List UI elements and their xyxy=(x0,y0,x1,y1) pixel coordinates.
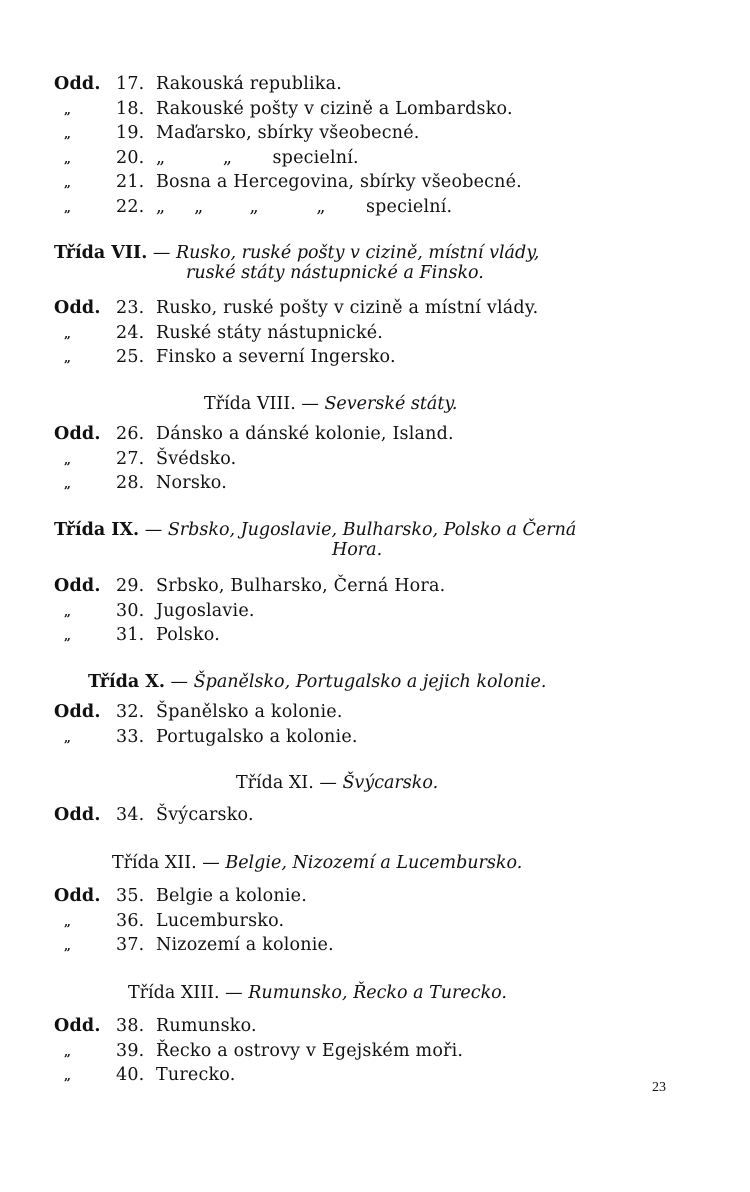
entry-text: Rusko, ruské pošty v cizině a místní vlády. xyxy=(156,298,539,318)
entry-text: Finsko a severní Ingersko. xyxy=(156,347,396,367)
entry-number: 36. xyxy=(116,910,145,931)
entry-number: 30. xyxy=(116,600,145,621)
entry-row xyxy=(54,123,694,148)
entry-number: 19. xyxy=(116,123,145,143)
entry-lead: „ xyxy=(64,914,72,929)
class-title: Španělsko, Portugalsko a jejich kolonie. xyxy=(193,672,547,692)
entry-row xyxy=(54,298,694,323)
entry-lead: „ xyxy=(64,604,72,619)
entry-row xyxy=(54,935,694,960)
entry-number: 25. xyxy=(116,347,145,367)
entry-row xyxy=(54,347,694,372)
entry-row xyxy=(54,576,694,601)
entry-text: Dánsko a dánské kolonie, Island. xyxy=(156,424,454,444)
class-heading-xii xyxy=(112,853,522,873)
entries-26-28 xyxy=(54,424,694,498)
entry-row xyxy=(54,449,694,474)
entries-34 xyxy=(54,805,694,830)
entry-lead: Odd. xyxy=(54,74,101,94)
entry-number: 23. xyxy=(116,298,145,318)
entry-lead: Odd. xyxy=(54,1016,101,1036)
class-heading-vii xyxy=(54,243,694,283)
entry-row xyxy=(54,148,694,173)
entry-number: 26. xyxy=(116,424,145,444)
entry-number: 31. xyxy=(116,625,145,645)
entry-number: 33. xyxy=(116,726,145,747)
page-number: 23 xyxy=(652,1080,666,1095)
entry-row xyxy=(54,886,694,911)
entry-row xyxy=(54,702,694,727)
class-label: Třída X. xyxy=(88,672,165,692)
entry-lead: Odd. xyxy=(54,424,101,444)
entry-number: 22. xyxy=(116,196,145,217)
entry-row xyxy=(54,601,694,626)
entry-text: Jugoslavie. xyxy=(156,600,255,621)
entry-row xyxy=(54,172,694,197)
class-dash: — xyxy=(170,672,189,692)
entry-text: „ „ „ „ specielní. xyxy=(156,196,453,217)
entry-number: 24. xyxy=(116,322,145,343)
entry-text: „ „ specielní. xyxy=(156,147,359,168)
entry-text: Portugalsko a kolonie. xyxy=(156,726,358,747)
entry-text: Maďarsko, sbírky všeobecné. xyxy=(156,123,420,143)
entry-number: 17. xyxy=(116,74,145,94)
entry-number: 18. xyxy=(116,98,145,119)
entry-lead: „ xyxy=(64,176,72,190)
entry-row xyxy=(54,1016,694,1041)
class-heading-xi xyxy=(236,773,438,793)
entry-lead: Odd. xyxy=(54,702,101,722)
entry-lead: „ xyxy=(64,1069,72,1083)
entry-text: Ruské státy nástupnické. xyxy=(156,322,384,343)
class-title: Severské státy. xyxy=(324,394,458,414)
class-heading-ix xyxy=(54,520,694,560)
entry-lead: „ xyxy=(64,151,72,166)
entry-lead: „ xyxy=(64,127,72,141)
entry-text: Belgie a kolonie. xyxy=(156,886,307,906)
entries-29-31 xyxy=(54,576,694,650)
class-title-continued: Hora. xyxy=(332,540,383,560)
class-title-continued: ruské státy nástupnické a Finsko. xyxy=(186,263,484,283)
class-heading-x xyxy=(88,672,546,692)
entry-lead: Odd. xyxy=(54,298,101,318)
entry-number: 20. xyxy=(116,147,145,168)
entry-row xyxy=(54,99,694,124)
entry-text: Turecko. xyxy=(156,1065,236,1085)
entry-text: Polsko. xyxy=(156,625,220,645)
entry-lead: „ xyxy=(64,939,72,953)
entry-lead: „ xyxy=(64,1044,72,1059)
entry-text: Španělsko a kolonie. xyxy=(156,702,343,722)
class-dash: — xyxy=(144,520,163,540)
entry-lead: „ xyxy=(64,730,72,745)
class-label: Třída XI. xyxy=(236,773,314,793)
entry-number: 21. xyxy=(116,172,145,192)
class-dash: — xyxy=(225,983,243,1003)
class-dash: — xyxy=(301,394,319,414)
class-title: Rumunsko, Řecko a Turecko. xyxy=(248,983,507,1003)
class-dash: — xyxy=(152,243,171,263)
entry-row xyxy=(54,911,694,936)
entry-number: 32. xyxy=(116,702,145,722)
entry-number: 27. xyxy=(116,448,145,469)
class-heading-viii xyxy=(204,394,458,414)
entry-number: 40. xyxy=(116,1065,145,1085)
entry-lead: „ xyxy=(64,351,72,365)
entry-row xyxy=(54,197,694,222)
entry-text: Lucembursko. xyxy=(156,910,285,931)
class-heading-xiii xyxy=(128,983,507,1003)
entry-row xyxy=(54,805,694,830)
entry-row xyxy=(54,727,694,752)
entries-32-33 xyxy=(54,702,694,751)
entry-number: 39. xyxy=(116,1040,145,1061)
class-label: Třída IX. xyxy=(54,520,140,540)
entry-lead: Odd. xyxy=(54,576,101,596)
entry-row xyxy=(54,323,694,348)
entry-text: Srbsko, Bulharsko, Černá Hora. xyxy=(156,576,446,596)
entry-row xyxy=(54,1041,694,1066)
entry-number: 35. xyxy=(116,886,145,906)
entries-17-22 xyxy=(54,74,694,221)
entry-row xyxy=(54,625,694,650)
entries-38-40 xyxy=(54,1016,694,1090)
class-title: Srbsko, Jugoslavie, Bulharsko, Polsko a Černá xyxy=(167,520,577,540)
entry-row xyxy=(54,1065,694,1090)
entry-text: Rakouská republika. xyxy=(156,74,342,94)
entry-text: Švýcarsko. xyxy=(156,805,254,825)
entry-text: Norsko. xyxy=(156,473,227,493)
entry-text: Rumunsko. xyxy=(156,1016,257,1036)
entry-lead: „ xyxy=(64,326,72,341)
entry-row xyxy=(54,74,694,99)
entries-23-25 xyxy=(54,298,694,372)
entry-lead: „ xyxy=(64,102,72,117)
entry-number: 38. xyxy=(116,1016,145,1036)
entry-lead: Odd. xyxy=(54,805,101,825)
class-label: Třída XII. xyxy=(112,853,197,873)
entry-text: Švédsko. xyxy=(156,448,237,469)
entry-text: Nizozemí a kolonie. xyxy=(156,935,334,955)
class-dash: — xyxy=(202,853,220,873)
class-title: Belgie, Nizozemí a Lucembursko. xyxy=(225,853,523,873)
class-title: Rusko, ruské pošty v cizině, místní vlády, xyxy=(175,243,540,263)
class-label: Třída XIII. xyxy=(128,983,220,1003)
entry-text: Rakouské pošty v cizině a Lombardsko. xyxy=(156,98,513,119)
entries-35-37 xyxy=(54,886,694,960)
entry-text: Řecko a ostrovy v Egejském moři. xyxy=(156,1040,464,1061)
entry-lead: „ xyxy=(64,200,72,215)
class-dash: — xyxy=(319,773,337,793)
entry-number: 37. xyxy=(116,935,145,955)
class-label: Třída VIII. xyxy=(204,394,296,414)
entry-lead: „ xyxy=(64,452,72,467)
entry-number: 29. xyxy=(116,576,145,596)
entry-row xyxy=(54,473,694,498)
entry-lead: „ xyxy=(64,477,72,491)
entry-text: Bosna a Hercegovina, sbírky všeobecné. xyxy=(156,172,522,192)
entry-number: 34. xyxy=(116,805,145,825)
entry-lead: Odd. xyxy=(54,886,101,906)
entry-number: 28. xyxy=(116,473,145,493)
entry-lead: „ xyxy=(64,629,72,643)
class-title: Švýcarsko. xyxy=(342,773,439,793)
class-label: Třída VII. xyxy=(54,243,148,263)
entry-row xyxy=(54,424,694,449)
